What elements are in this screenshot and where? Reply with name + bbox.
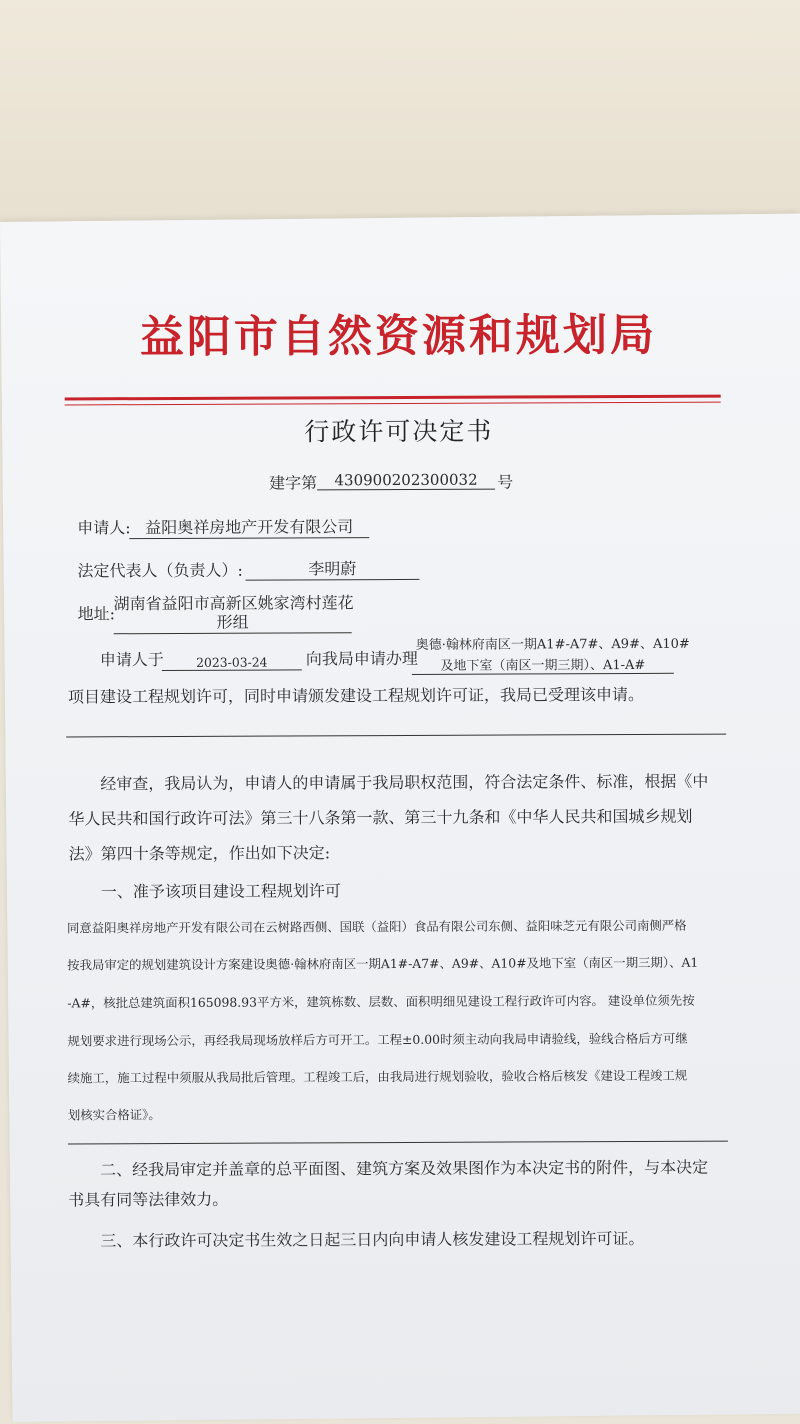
header-red-line-thick: [65, 395, 721, 401]
review-line-3: 法》第四十条等规定，作出如下决定:: [68, 843, 331, 864]
applicant-value: 益阳奥祥房地产开发有限公司: [129, 514, 369, 539]
application-prefix: 申请人于: [99, 650, 164, 670]
number-suffix: 号: [497, 472, 514, 492]
decision1-line-5: 续施工，施工过程中须服从我局批后管理。工程竣工后，由我局进行规划验收，验收合格后核发《建设工程竣工规: [67, 1067, 688, 1086]
issuer-title: 益阳市自然资源和规划局: [139, 309, 658, 364]
application-tail: 项目建设工程规划许可，同时申请颁发建设工程规划许可证，我局已受理该申请。: [67, 684, 645, 707]
decision1-line-2: 按我局审定的规划建筑设计方案建设奥德·翰林府南区一期A1#-A7#、A9#、A10#及地下室（南区一期三期）、A1: [67, 954, 699, 973]
document-title: 行政许可决定书: [304, 416, 494, 447]
application-date: 2023-03-24: [162, 654, 302, 671]
decision2-line-2: 书具有同等法律效力。: [68, 1189, 229, 1210]
address-line2: 形组: [114, 609, 352, 634]
decision1-heading: 一、准予该项目建设工程规划许可: [100, 881, 341, 902]
review-line-1: 经审查，我局认为，申请人的申请属于我局职权范围，符合法定条件、标准，根据《中: [100, 771, 709, 794]
decision1-line-1: 同意益阳奥祥房地产开发有限公司在云树路西侧、国联（益阳）食品有限公司东侧、益阳味芝元有限公司南侧严格: [66, 917, 687, 936]
decision1-line-4: 规划要求进行现场公示，再经我局现场放样后方可开工。工程±0.00时须主动向我局申请验线，验线合格后方可继: [67, 1030, 688, 1049]
legal-rep-label: 法定代表人（负责人）:: [77, 560, 243, 581]
decision1-line-3: -A#，核批总建筑面积165098.93平方米，建筑栋数、层数、面积明细见建设工程行政许可内容。 建设单位须先按: [67, 992, 695, 1011]
decision1-line-6: 划核实合格证》。: [67, 1107, 161, 1123]
application-middle: 向我局申请办理: [305, 648, 418, 669]
address-line1: 湖南省益阳市高新区姚家湾村莲花: [113, 593, 354, 614]
project-name-line2: 及地下室（南区一期三期）、A1-A#: [412, 654, 674, 675]
header-red-line-thin: [65, 402, 721, 406]
section-divider-2: [68, 1141, 728, 1145]
applicant-label: 申请人:: [77, 518, 131, 538]
decision3-line-1: 三、本行政许可决定书生效之日起三日内向申请人核发建设工程规划许可证。: [100, 1228, 645, 1251]
address-label: 地址:: [77, 604, 116, 624]
legal-rep-value: 李明蔚: [245, 556, 419, 581]
review-line-2: 华人民共和国行政许可法》第三十八条第一款、第三十九条和《中华人民共和国城乡规划: [68, 806, 693, 829]
document-number: 430900202300032: [317, 471, 495, 491]
project-name-line1: 奥德·翰林府南区一期A1#-A7#、A9#、A10#: [415, 636, 690, 653]
section-divider-1: [66, 734, 726, 738]
decision2-line-1: 二、经我局审定并盖章的总平面图、建筑方案及效果图作为本决定书的附件，与本决定: [100, 1157, 709, 1180]
number-prefix: 建字第: [269, 473, 318, 493]
